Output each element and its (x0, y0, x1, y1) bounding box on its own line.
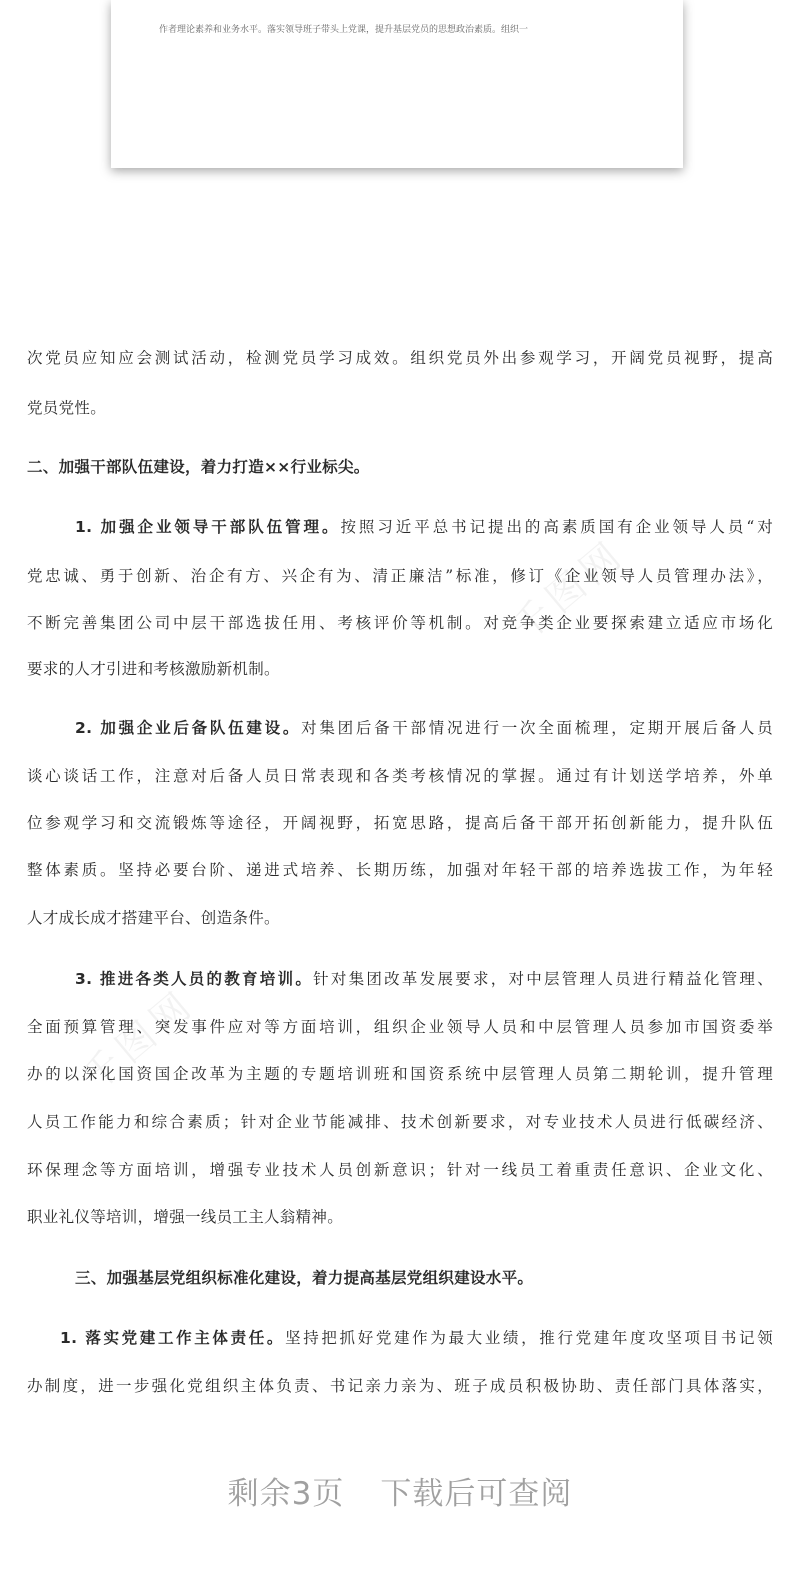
paragraph-text: 按照习近平总书记提出的高素质国有企业领导人员“对 (340, 518, 773, 536)
body-line: 环保理念等方面培训，增强专业技术人员创新意识；针对一线员工着重责任意识、企业文化、 (27, 1161, 773, 1179)
body-line: 办的以深化国资国企改革为主题的专题培训班和国资系统中层管理人员第二期轮训，提升管理 (27, 1065, 773, 1083)
watermark: 千图网 (503, 530, 633, 650)
body-line: 人员工作能力和综合素质；针对企业节能减排、技术创新要求，对专业技术人员进行低碳经济、 (27, 1113, 773, 1131)
paragraph-text: 针对集团改革发展要求，对中层管理人员进行精益化管理、 (313, 970, 773, 988)
body-line: 要求的人才引进和考核激励新机制。 (27, 660, 280, 678)
paragraph-first-line (75, 967, 773, 989)
body-line: 职业礼仪等培训，增强一线员工主人翁精神。 (27, 1208, 344, 1226)
body-line: 位参观学习和交流锻炼等途径，开阔视野，拓宽思路，提高后备干部开拓创新能力，提升队伍 (27, 814, 773, 832)
paragraph-title: 2. 加强企业后备队伍建设。 (75, 719, 302, 737)
paragraph-first-line (75, 716, 773, 738)
document-preview-card (111, 0, 683, 168)
paragraph-title: 1. 落实党建工作主体责任。 (60, 1329, 286, 1347)
paragraph-text: 对集团后备干部情况进行一次全面梳理，定期开展后备人员 (301, 719, 773, 737)
section-heading-2: 二、加强干部队伍建设，着力打造××行业标尖。 (27, 458, 370, 476)
paragraph-title: 3. 推进各类人员的教育培训。 (75, 970, 314, 988)
body-line: 办制度，进一步强化党组织主体负责、书记亲力亲为、班子成员积极协助、责任部门具体落实， (27, 1377, 773, 1395)
body-line: 不断完善集团公司中层干部选拔任用、考核评价等机制。对竞争类企业要探索建立适应市场化 (27, 614, 773, 632)
paragraph-title: 1. 加强企业领导干部队伍管理。 (75, 518, 341, 536)
paragraph-first-line (60, 1326, 773, 1348)
paragraph-text: 坚持把抓好党建作为最大业绩，推行党建年度攻坚项目书记领 (285, 1329, 773, 1347)
download-to-view-label: 下载后可查阅 (380, 1476, 573, 1512)
remaining-pages-label: 剩余3页 (227, 1476, 345, 1512)
body-line: 次党员应知应会测试活动，检测党员学习成效。组织党员外出参观学习，开阔党员视野，提高 (27, 349, 773, 367)
body-line: 人才成长成才搭建平台、创造条件。 (27, 909, 280, 927)
preview-text-line: 作者理论素养和业务水平。落实领导班子带头上党课，提升基层党员的思想政治素质。组织一 (159, 25, 529, 35)
watermark: 千图网 (73, 980, 203, 1100)
body-line: 党员党性。 (27, 399, 107, 417)
body-line: 整体素质。坚持必要台阶、递进式培养、长期历练，加强对年轻干部的培养选拔工作，为年轻 (27, 861, 773, 879)
section-heading-3: 三、加强基层党组织标准化建设，着力提高基层党组织建设水平。 (75, 1269, 534, 1287)
download-prompt[interactable] (0, 1468, 800, 1513)
paragraph-first-line (75, 515, 773, 537)
body-line: 谈心谈话工作，注意对后备人员日常表现和各类考核情况的掌握。通过有计划送学培养，外单 (27, 767, 773, 785)
body-line: 党忠诚、勇于创新、治企有方、兴企有为、清正廉洁”标准，修订《企业领导人员管理办法》， (27, 567, 773, 585)
body-line: 全面预算管理、突发事件应对等方面培训，组织企业领导人员和中层管理人员参加市国资委举 (27, 1018, 773, 1036)
